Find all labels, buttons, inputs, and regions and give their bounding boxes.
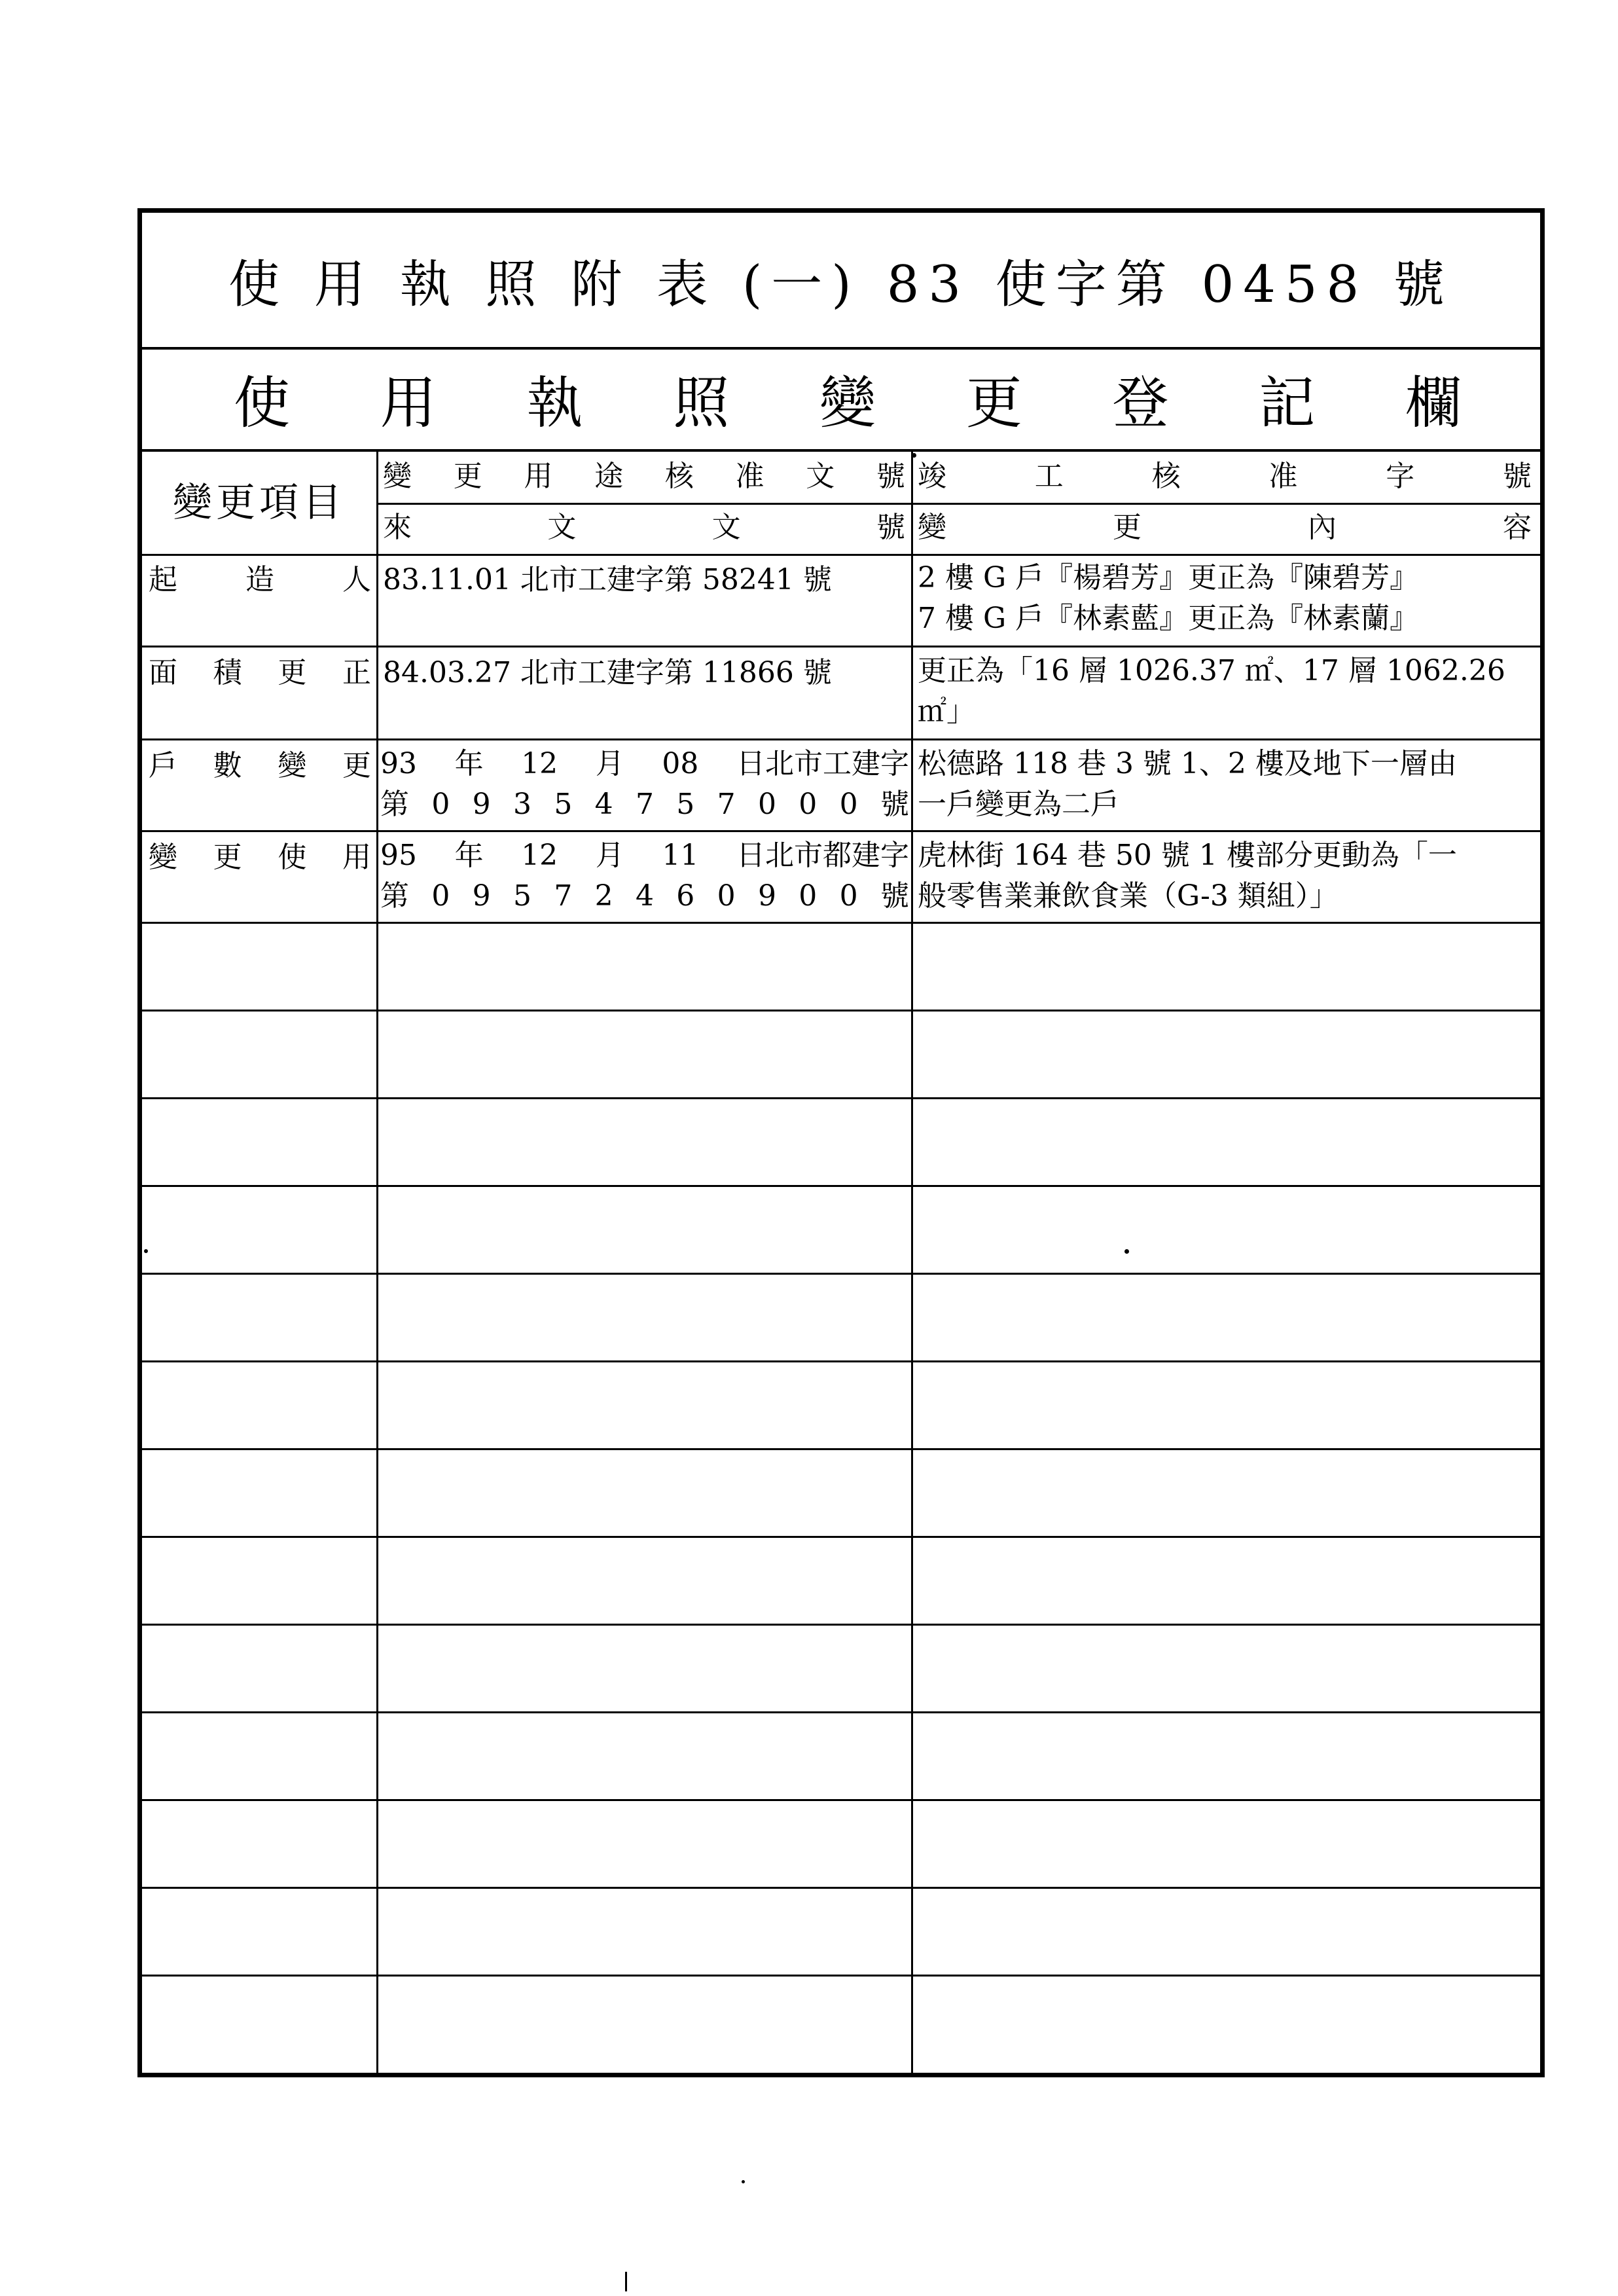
doc-token: 9	[472, 879, 491, 913]
header-change-item: 變更項目	[173, 480, 346, 526]
row-divider	[142, 830, 1540, 832]
row-divider	[142, 1273, 1540, 1275]
header-char: 准	[735, 460, 764, 493]
doc-token: 0	[717, 879, 736, 913]
doc-token: 5	[512, 879, 531, 913]
header-char: 內	[1308, 511, 1337, 544]
header-char: 核	[1151, 460, 1181, 493]
row-divider	[142, 1624, 1540, 1626]
doc-token: 9	[472, 788, 491, 821]
item-char: 使	[278, 841, 307, 874]
header-char: 號	[876, 511, 905, 544]
record-grid	[142, 452, 1540, 2073]
scan-speck	[1124, 1249, 1129, 1254]
item-char: 更	[213, 841, 242, 874]
row-doc-number: 84.03.27 北市工建字第 11866 號	[383, 656, 832, 689]
item-char: 變	[278, 749, 307, 782]
row-divider	[142, 1097, 1540, 1099]
title-license-number: 83 使字第 0458 號	[886, 255, 1454, 314]
item-char: 正	[342, 656, 371, 689]
item-char: 更	[342, 749, 371, 782]
header-approval-number	[379, 454, 909, 503]
row-divider	[142, 646, 1540, 647]
doc-token: 0	[799, 879, 818, 913]
doc-token: 95	[380, 839, 417, 872]
row-doc-number	[380, 741, 909, 825]
doc-token: 0	[431, 788, 450, 821]
document-title	[228, 244, 1454, 317]
row-divider	[142, 1887, 1540, 1889]
row-divider	[142, 1536, 1540, 1538]
doc-line	[380, 784, 909, 825]
row-item-unit-count-change	[145, 744, 375, 788]
scan-speck	[625, 2272, 627, 2291]
row-divider	[142, 1448, 1540, 1450]
heading-char: 登	[1112, 371, 1169, 436]
header-char: 工	[1034, 460, 1064, 493]
row-divider	[142, 1185, 1540, 1187]
scan-speck	[742, 2180, 745, 2183]
doc-token: 0	[839, 879, 858, 913]
heading-char: 照	[673, 371, 730, 436]
row-divider	[142, 1711, 1540, 1713]
row-content	[918, 833, 1533, 917]
heading-char: 欄	[1405, 371, 1462, 436]
header-completion-number	[914, 454, 1536, 503]
doc-token: 號	[880, 879, 909, 913]
header-char: 號	[876, 460, 905, 493]
heading-char: 使	[234, 371, 290, 436]
doc-token: 年	[454, 839, 484, 872]
header-char: 變	[383, 460, 412, 493]
doc-token: 月	[595, 839, 624, 872]
header-char: 文	[806, 460, 835, 493]
item-char: 戶	[149, 749, 177, 782]
column-divider	[376, 452, 378, 2073]
doc-token: 4	[594, 788, 613, 821]
doc-token: 11	[662, 839, 699, 872]
item-char: 數	[213, 749, 242, 782]
row-divider	[142, 738, 1540, 740]
content-line: 虎林街 164 巷 50 號 1 樓部分更動為「一	[918, 839, 1457, 872]
item-char: 人	[342, 563, 371, 596]
header-char: 用	[524, 460, 553, 493]
row-item-owner	[145, 558, 375, 602]
heading-char: 變	[819, 371, 876, 436]
doc-token: 日北市工建字	[736, 747, 909, 780]
doc-token: 0	[839, 788, 858, 821]
title-left: 使 用 執 照 附 表 (一)	[228, 255, 861, 314]
doc-token: 6	[676, 879, 695, 913]
heading-char: 用	[380, 371, 437, 436]
header-char: 更	[1113, 511, 1142, 544]
header-char: 容	[1503, 511, 1532, 544]
row-divider	[142, 1360, 1540, 1362]
header-divider	[376, 503, 1540, 505]
header-char: 途	[594, 460, 624, 493]
doc-token: 第	[380, 788, 409, 821]
item-char: 起	[149, 563, 177, 596]
doc-token: 2	[594, 879, 613, 913]
content-line: 7 樓 G 戶『林素藍』更正為『林素蘭』	[918, 602, 1419, 635]
doc-token: 年	[454, 747, 484, 780]
header-char: 變	[918, 511, 946, 544]
title-row	[142, 213, 1540, 350]
doc-token: 12	[521, 839, 558, 872]
row-doc-number: 83.11.01 北市工建字第 58241 號	[383, 563, 832, 596]
doc-token: 月	[595, 747, 624, 780]
row-doc-number	[380, 833, 909, 917]
doc-token: 12	[521, 747, 558, 780]
doc-line	[380, 835, 909, 876]
header-char: 准	[1268, 460, 1298, 493]
header-document-number	[379, 505, 909, 554]
doc-token: 第	[380, 879, 409, 913]
content-line: 2 樓 G 戶『楊碧芳』更正為『陳碧芳』	[918, 561, 1419, 594]
doc-token: 0	[757, 788, 776, 821]
item-char: 積	[213, 656, 242, 689]
doc-line	[380, 876, 909, 917]
doc-token: 號	[880, 788, 909, 821]
header-char: 號	[1502, 460, 1532, 493]
heading-char: 執	[526, 371, 583, 436]
content-line: 松德路 118 巷 3 號 1、2 樓及地下一層由	[918, 747, 1457, 780]
section-heading	[142, 347, 1540, 452]
header-char: 文	[547, 511, 577, 544]
doc-line	[380, 744, 909, 784]
doc-token: 7	[717, 788, 736, 821]
row-content	[918, 648, 1533, 732]
row-item-use-change	[145, 835, 375, 880]
doc-token: 4	[635, 879, 654, 913]
doc-token: 0	[799, 788, 818, 821]
doc-token: 3	[512, 788, 531, 821]
row-divider	[142, 1799, 1540, 1801]
heading-char: 記	[1259, 371, 1316, 436]
row-item-area-correction	[145, 651, 375, 695]
scan-speck	[912, 453, 916, 458]
doc-token: 5	[676, 788, 695, 821]
item-char: 變	[149, 841, 177, 874]
content-line: 一戶變更為二戶	[918, 788, 1119, 821]
doc-token: 0	[431, 879, 450, 913]
doc-token: 7	[635, 788, 654, 821]
content-line: ㎡」	[918, 695, 975, 728]
header-char: 字	[1386, 460, 1415, 493]
header-char: 更	[453, 460, 482, 493]
header-char: 來	[383, 511, 412, 544]
doc-token: 9	[757, 879, 776, 913]
doc-token: 日北市都建字	[736, 839, 909, 872]
doc-token: 93	[380, 747, 417, 780]
row-divider	[142, 1975, 1540, 1977]
doc-token: 08	[662, 747, 699, 780]
content-line: 般零售業兼飲食業（G-3 類組）」	[918, 879, 1339, 913]
header-change-content	[914, 505, 1536, 554]
doc-token: 5	[554, 788, 573, 821]
row-content	[918, 555, 1533, 639]
row-divider	[142, 1010, 1540, 1011]
header-char: 核	[664, 460, 694, 493]
row-divider	[142, 922, 1540, 924]
header-char: 竣	[918, 460, 946, 493]
content-line: 更正為「16 層 1026.37 ㎡、17 層 1062.26	[918, 654, 1505, 687]
column-divider	[911, 452, 913, 2073]
item-char: 用	[342, 841, 371, 874]
item-char: 更	[278, 656, 307, 689]
heading-char: 更	[965, 371, 1022, 436]
row-content	[918, 741, 1533, 825]
scan-speck	[144, 1249, 148, 1253]
header-char: 文	[711, 511, 741, 544]
license-table-frame	[137, 208, 1545, 2077]
item-char: 面	[149, 656, 177, 689]
doc-token: 7	[554, 879, 573, 913]
item-char: 造	[245, 563, 274, 596]
